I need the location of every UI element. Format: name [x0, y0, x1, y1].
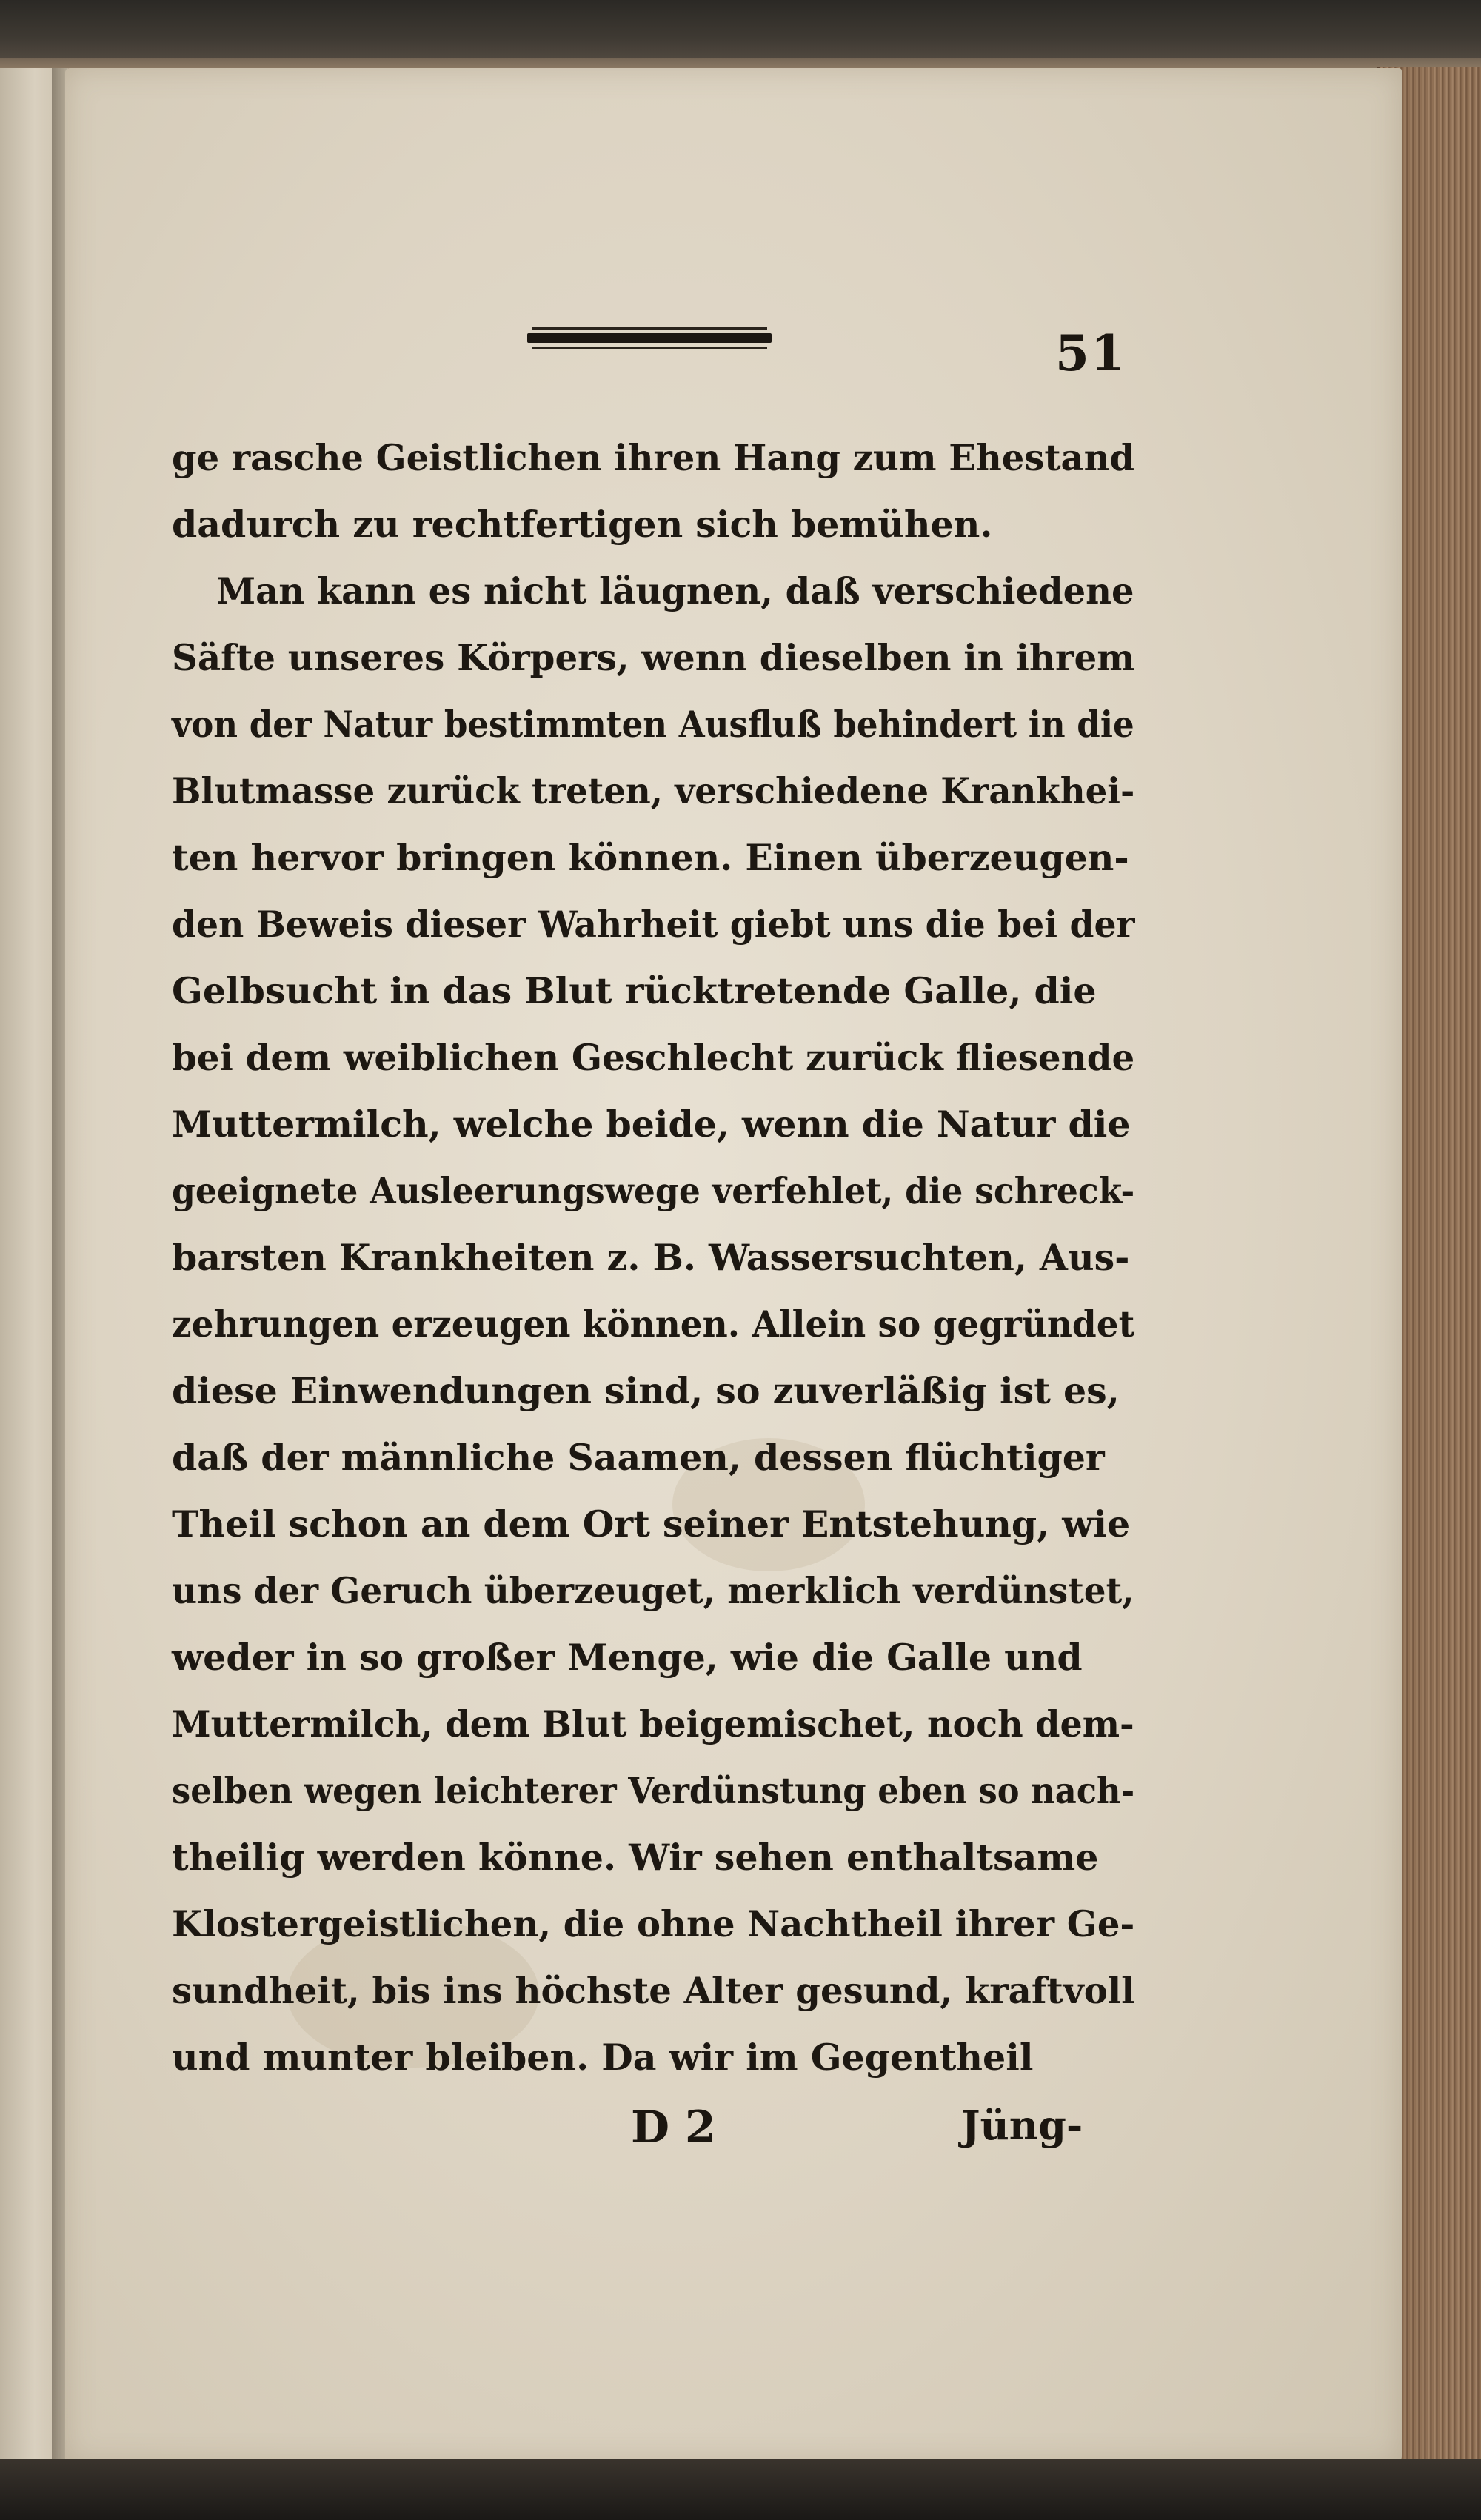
text-line: ge rasche Geistlichen ihren Hang zum Ehestand — [172, 436, 1135, 479]
text-line: den Beweis dieser Wahrheit giebt uns die bei der — [172, 903, 1135, 946]
text-line: bei dem weiblichen Geschlecht zurück fliesende — [172, 1036, 1135, 1079]
text-line: daß der männliche Saamen, dessen flüchtiger — [172, 1436, 1105, 1479]
page-number: 51 — [1055, 324, 1126, 382]
text-line: geeignete Ausleerungswege verfehlet, die schreck- — [172, 1169, 1135, 1212]
text-line: theilig werden könne. Wir sehen enthaltsame — [172, 1836, 1099, 1879]
facing-page-edge — [0, 68, 58, 2475]
text-line: Muttermilch, dem Blut beigemischet, noch dem- — [172, 1702, 1134, 1745]
text-line: Man kann es nicht läugnen, daß verschiedene — [216, 569, 1134, 612]
text-line: von der Natur bestimmten Ausfluß behindert in die — [172, 703, 1134, 746]
text-line: ten hervor bringen können. Einen überzeugen- — [172, 836, 1129, 879]
catchword: Jüng- — [961, 2102, 1083, 2149]
text-line: selben wegen leichterer Verdünstung eben so nach- — [172, 1769, 1135, 1812]
text-line: uns der Geruch überzeuget, merklich verdünstet, — [172, 1569, 1134, 1612]
text-line: Klostergeistlichen, die ohne Nachtheil ihrer Ge- — [172, 1902, 1135, 1945]
signature-mark: D 2 — [631, 2102, 716, 2153]
text-line: Muttermilch, welche beide, wenn die Natur die — [172, 1103, 1131, 1146]
text-line: barsten Krankheiten z. B. Wassersuchten, Aus- — [172, 1236, 1130, 1279]
text-line: zehrungen erzeugen können. Allein so gegründet — [172, 1303, 1135, 1346]
text-line: Blutmasse zurück treten, verschiedene Krankhei- — [172, 769, 1135, 812]
text-line: Säfte unseres Körpers, wenn dieselben in ihrem — [172, 636, 1135, 679]
text-line: Theil schon an dem Ort seiner Entstehung, wie — [172, 1503, 1131, 1545]
text-line: diese Einwendungen sind, so zuverläßig ist es, — [172, 1369, 1120, 1412]
text-line: sundheit, bis ins höchste Alter gesund, kraftvoll — [172, 1969, 1135, 2012]
bottom-shadow — [0, 2459, 1481, 2520]
header-ornamental-rule — [527, 326, 772, 352]
text-line: Gelbsucht in das Blut rücktretende Galle, die — [172, 969, 1097, 1012]
text-line: dadurch zu rechtfertigen sich bemühen. — [172, 503, 993, 546]
text-line: und munter bleiben. Da wir im Gegentheil — [172, 2036, 1034, 2079]
text-line: weder in so großer Menge, wie die Galle und — [172, 1636, 1083, 1679]
